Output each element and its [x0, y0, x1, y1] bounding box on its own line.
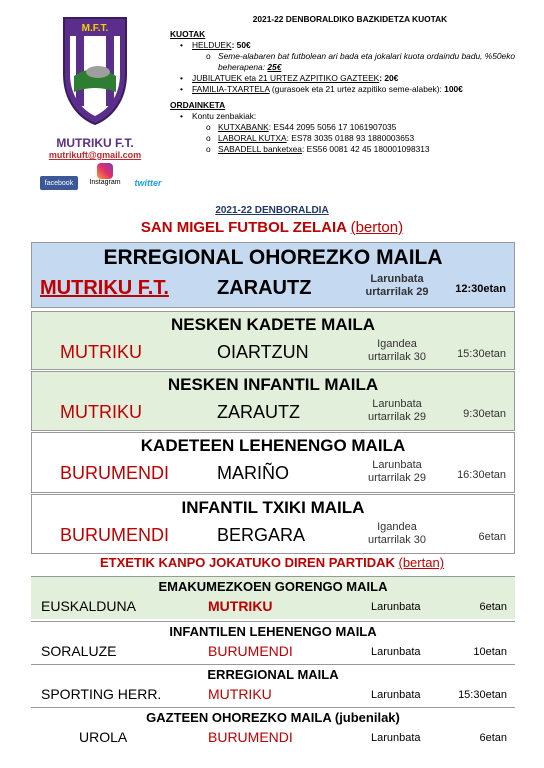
match-time: 16:30etan — [457, 469, 506, 481]
home-team: SPORTING HERR. — [41, 686, 162, 702]
fee-familia: • FAMILIA-TXARTELA (gurasoek eta 21 urtez azpitiko seme-alabek): 100€ — [180, 84, 530, 95]
home-game-block — [31, 242, 515, 308]
match-time: 15:30etan — [457, 348, 506, 360]
away-heading: ETXETIK KANPO JOKATUKO DIREN PARTIDAK (bertan) — [99, 555, 445, 570]
away-team: MUTRIKU — [208, 598, 273, 614]
category-title: ERREGIONAL MAILA — [207, 667, 339, 682]
match-time: 6etan — [478, 531, 506, 543]
away-team: MUTRIKU — [208, 686, 272, 702]
account-sabadell: o SABADELL banketxea: ES56 0081 42 45 180001098313 — [180, 144, 530, 155]
match-day: Larunbata — [371, 732, 421, 744]
home-team: BURUMENDI — [60, 463, 170, 483]
home-team: MUTRIKU — [60, 342, 142, 362]
home-team: MUTRIKU — [60, 402, 142, 422]
match-time: 10etan — [473, 646, 507, 658]
category-title: NESKEN INFANTIL MAILA — [167, 375, 379, 394]
instagram-label: Instagram — [89, 178, 121, 186]
match-time: 9:30etan — [463, 408, 506, 420]
day-name: Igandea — [377, 338, 417, 350]
match-time: 6etan — [479, 601, 507, 613]
category-title: KADETEEN LEHENENGO MAILA — [140, 436, 406, 455]
away-game-block — [31, 664, 515, 705]
home-game-block — [31, 311, 515, 370]
day-name: Larunbata — [370, 273, 424, 285]
day-date: urtarrilak 29 — [367, 411, 427, 423]
away-game-block — [31, 576, 515, 619]
match-day — [352, 521, 442, 547]
fee-helduek: • HELDUEK: 50€ — [180, 40, 530, 51]
fees-info — [170, 14, 530, 155]
venue-title: SAN MIGEL FUTBOL ZELAIA (berton) — [140, 219, 404, 236]
match-day — [352, 338, 442, 364]
header — [0, 0, 544, 200]
club-email-link[interactable]: mutrikuft@gmail.com — [48, 150, 142, 160]
club-logo — [60, 14, 130, 126]
fees-list — [170, 40, 530, 95]
club-name: MUTRIKU F.T. — [56, 136, 134, 150]
away-team: ZARAUTZ — [217, 402, 300, 422]
home-team: UROLA — [79, 729, 128, 745]
account-kutxabank: o KUTXABANK: ES44 2095 5056 17 1061907035 — [180, 122, 530, 133]
kuotak-heading: KUOTAK — [170, 29, 206, 39]
facebook-icon[interactable]: facebook — [40, 176, 78, 190]
category-title: ERREGIONAL OHOREZKO MAILA — [103, 246, 443, 269]
match-day — [352, 459, 442, 485]
account-laboral: o LABORAL KUTXA: ES78 3035 0188 93 1880003653 — [180, 133, 530, 144]
match-day: Larunbata — [371, 601, 421, 613]
ordainketa-heading: ORDAINKETA — [170, 100, 226, 110]
instagram-icon[interactable] — [88, 162, 122, 186]
category-title: GAZTEEN OHOREZKO MAILA (jubenilak) — [146, 710, 400, 725]
match-time: 12:30etan — [455, 283, 506, 295]
home-team: MUTRIKU F.T. — [40, 277, 169, 299]
day-date: urtarrilak 29 — [365, 286, 429, 298]
match-time: 15:30etan — [458, 689, 507, 701]
away-team: BURUMENDI — [208, 729, 293, 745]
home-team: EUSKALDUNA — [41, 598, 136, 614]
category-title: INFANTIL TXIKI MAILA — [181, 498, 365, 517]
fee-jubilatuek: • JUBILATUEK eta 21 URTEZ AZPITIKO GAZTEEK: 20€ — [180, 73, 530, 84]
twitter-icon[interactable]: twitter — [134, 178, 162, 188]
day-date: urtarrilak 30 — [367, 534, 427, 546]
day-name: Larunbata — [372, 398, 422, 410]
day-date: urtarrilak 29 — [367, 472, 427, 484]
match-time: 6etan — [479, 732, 507, 744]
match-day: Larunbata — [371, 646, 421, 658]
payment-list — [170, 111, 530, 155]
home-team: BURUMENDI — [60, 525, 170, 545]
match-day — [352, 273, 442, 299]
home-game-block — [31, 432, 515, 493]
category-title: NESKEN KADETE MAILA — [170, 315, 375, 334]
match-day: Larunbata — [371, 689, 421, 701]
away-game-block — [31, 621, 515, 662]
instagram-glyph — [97, 163, 113, 179]
match-day — [352, 398, 442, 424]
away-game-block — [31, 707, 515, 757]
away-team: MARIÑO — [217, 463, 289, 483]
away-team: BURUMENDI — [208, 643, 293, 659]
home-game-block — [31, 494, 515, 554]
logo-letters: M.F.T. — [81, 23, 109, 34]
kontu-label: • Kontu zenbakiak: — [180, 111, 530, 122]
away-team: ZARAUTZ — [217, 277, 312, 299]
away-team: OIARTZUN — [217, 342, 309, 362]
category-title: INFANTILEN LEHENENGO MAILA — [169, 624, 377, 639]
day-name: Larunbata — [372, 459, 422, 471]
fees-title: 2021-22 DENBORALDIKO BAZKIDETZA KUOTAK — [252, 14, 448, 24]
day-date: urtarrilak 30 — [367, 351, 427, 363]
season-title: 2021-22 DENBORALDIA — [215, 205, 329, 216]
away-team: BERGARA — [217, 525, 306, 545]
category-title: EMAKUMEZKOEN GORENGO MAILA — [158, 579, 388, 594]
home-team: SORALUZE — [41, 643, 117, 659]
day-name: Igandea — [377, 521, 417, 533]
home-game-block — [31, 371, 515, 431]
fee-helduek-note: o Seme-alabaren bat futbolean ari bada eta jokalari kuota ordaindu badu, %50eko beherapena: 25€ — [180, 51, 530, 73]
